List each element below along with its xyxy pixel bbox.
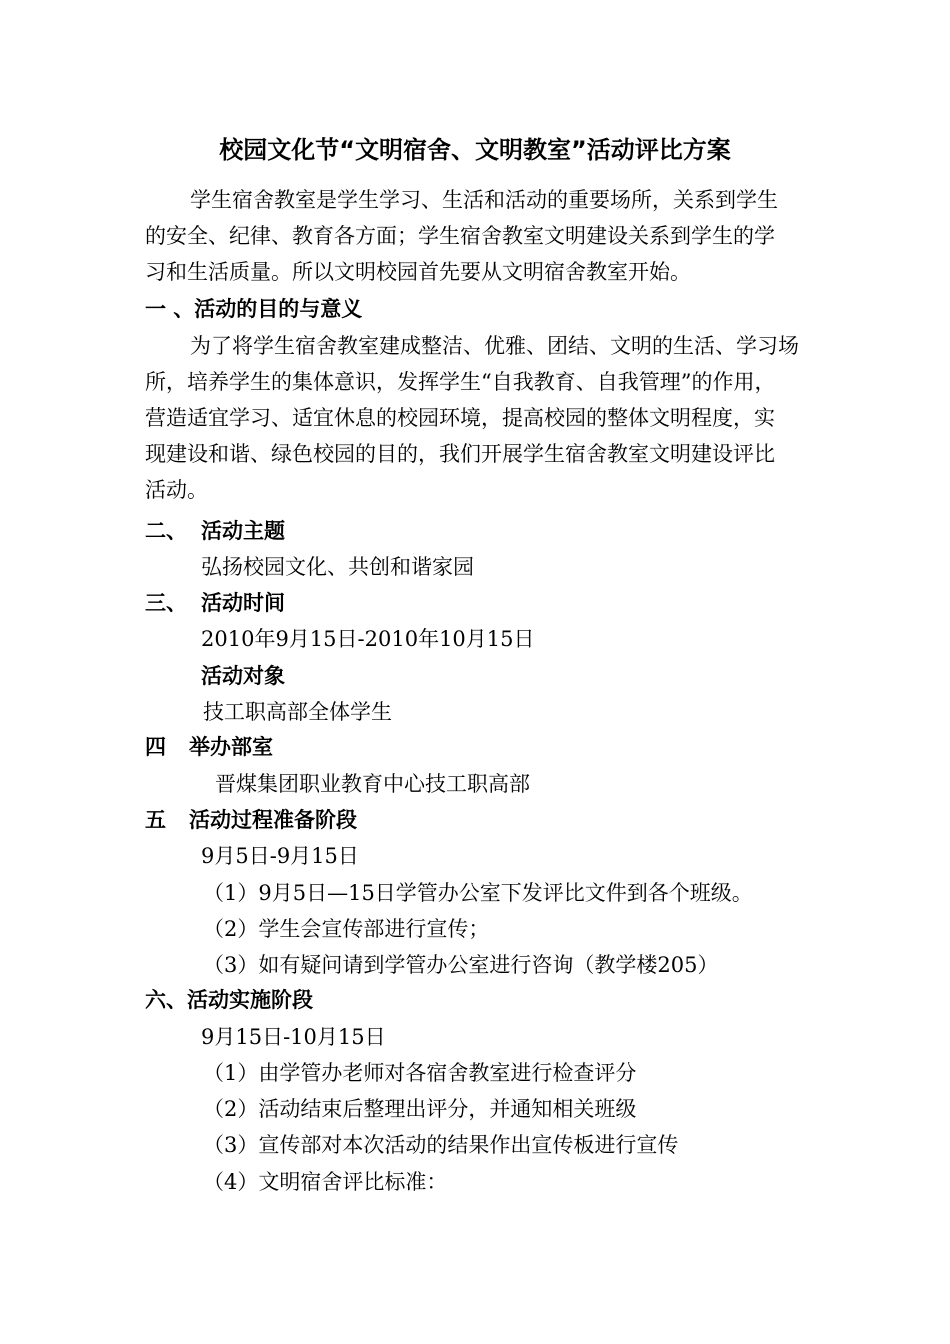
section-2-body: 弘扬校园文化、共创和谐家园 (201, 555, 474, 579)
section-number: 三、 (145, 591, 187, 615)
section-heading-6: 六、活动实施阶段 (145, 988, 313, 1012)
section-number: 二、 (145, 519, 187, 543)
document-title: 校园文化节“文明宿舍、文明教室”活动评比方案 (219, 136, 731, 164)
section-3-body: 2010年9月15日-2010年10月15日 (201, 627, 535, 651)
section-6-item: （1）由学管办老师对各宿舍教室进行检查评分 (203, 1061, 637, 1085)
section-heading-1: 一 、活动的目的与意义 (145, 297, 363, 321)
section-5-item: （3）如有疑问请到学管办公室进行咨询（教学楼205） (203, 953, 719, 977)
section-6-item: （2）活动结束后整理出评分，并通知相关班级 (203, 1097, 637, 1121)
section-title: 活动过程准备阶段 (189, 808, 357, 832)
section-4-body: 晋煤集团职业教育中心技工职高部 (215, 772, 530, 796)
section-1-line: 营造适宜学习、适宜休息的校园环境，提高校园的整体文明程度，实 (145, 406, 775, 430)
intro-line: 的安全、纪律、教育各方面；学生宿舍教室文明建设关系到学生的学 (145, 224, 775, 248)
section-1-line: 现建设和谐、绿色校园的目的，我们开展学生宿舍教室文明建设评比 (145, 442, 775, 466)
intro-line: 学生宿舍教室是学生学习、生活和活动的重要场所，关系到学生 (190, 188, 778, 212)
section-5-item: （2）学生会宣传部进行宣传； (203, 917, 490, 941)
section-6-date: 9月15日-10月15日 (201, 1025, 386, 1049)
section-3-sub-heading: 活动对象 (201, 664, 285, 688)
section-heading-4 (145, 733, 273, 761)
section-1-line: 为了将学生宿舍教室建成整洁、优雅、团结、文明的生活、学习场 (190, 334, 799, 358)
section-heading-5 (145, 806, 357, 834)
section-5-date: 9月5日-9月15日 (201, 844, 359, 868)
section-title: 活动时间 (201, 591, 285, 615)
section-number: 五 (145, 808, 166, 832)
section-1-line: 活动。 (145, 478, 208, 502)
section-number: 四 (145, 735, 166, 759)
section-heading-3 (145, 589, 285, 617)
section-heading-2 (145, 517, 285, 545)
section-5-item: （1）9月5日—15日学管办公室下发评比文件到各个班级。 (203, 881, 753, 905)
section-title: 举办部室 (189, 735, 273, 759)
intro-line: 习和生活质量。所以文明校园首先要从文明宿舍教室开始。 (145, 260, 691, 284)
section-6-item: （3）宣传部对本次活动的结果作出宣传板进行宣传 (203, 1133, 679, 1157)
section-1-line: 所，培养学生的集体意识，发挥学生“自我教育、自我管理”的作用， (145, 370, 776, 394)
section-3-sub-body: 技工职高部全体学生 (203, 700, 392, 724)
section-title: 活动主题 (201, 519, 285, 543)
section-6-item: （4）文明宿舍评比标准： (203, 1170, 448, 1194)
